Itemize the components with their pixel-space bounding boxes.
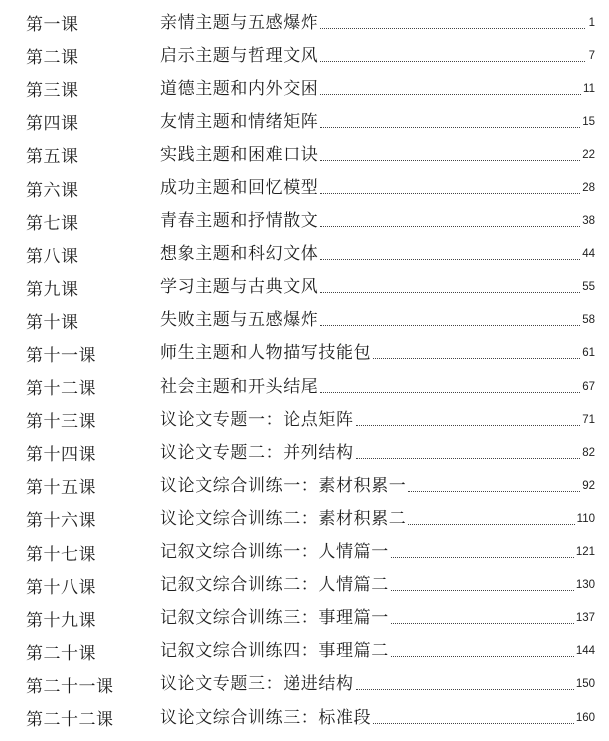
dot-leader — [320, 391, 580, 393]
dot-leader — [408, 523, 574, 525]
page-number: 61 — [582, 347, 595, 360]
toc-line — [160, 210, 595, 232]
page-number: 160 — [575, 711, 595, 724]
toc-line — [160, 243, 595, 265]
lesson-number: 第十四课 — [26, 445, 96, 466]
dot-leader — [356, 424, 581, 426]
lesson-title[interactable]: 启示主题与哲理文风 — [160, 45, 319, 66]
lesson-number: 第十六课 — [26, 511, 96, 532]
toc-line — [160, 607, 595, 629]
toc-line — [160, 442, 595, 464]
page-number: 28 — [582, 182, 595, 195]
dot-leader — [391, 556, 574, 558]
toc-line — [160, 376, 595, 398]
lesson-title[interactable]: 议论文专题二：并列结构 — [160, 442, 354, 463]
lesson-title[interactable]: 社会主题和开头结尾 — [160, 376, 319, 397]
lesson-title[interactable]: 议论文专题一：论点矩阵 — [160, 409, 354, 430]
toc-line — [160, 144, 595, 166]
toc-line — [160, 707, 595, 729]
page-number: 71 — [582, 413, 595, 426]
toc-line — [160, 574, 595, 596]
lesson-title[interactable]: 议论文综合训练二：素材积累二 — [160, 508, 407, 529]
toc-line — [160, 276, 595, 298]
toc-entry[interactable] — [0, 701, 609, 734]
toc-line — [160, 640, 595, 662]
toc-entry[interactable] — [0, 271, 609, 304]
toc-entry[interactable] — [0, 469, 609, 502]
toc-entry[interactable] — [0, 370, 609, 403]
lesson-number: 第四课 — [26, 114, 79, 135]
dot-leader — [356, 688, 574, 690]
page-number: 150 — [575, 678, 595, 691]
dot-leader — [391, 622, 574, 624]
dot-leader — [320, 324, 580, 326]
lesson-number: 第七课 — [26, 213, 79, 234]
page-number: 110 — [576, 512, 595, 525]
toc-line — [160, 78, 595, 100]
lesson-number: 第一课 — [26, 15, 79, 36]
page-number: 58 — [582, 314, 595, 327]
lesson-number: 第十七课 — [26, 544, 96, 565]
toc-entry[interactable] — [0, 39, 609, 72]
toc-entry[interactable] — [0, 105, 609, 138]
dot-leader — [373, 722, 574, 724]
toc-line — [160, 45, 595, 67]
toc-line — [160, 111, 595, 133]
toc-entry[interactable] — [0, 502, 609, 535]
page-number: 1 — [588, 16, 595, 29]
page-number: 121 — [575, 546, 595, 559]
toc-entry[interactable] — [0, 569, 609, 602]
toc-entry[interactable] — [0, 72, 609, 105]
lesson-number: 第二课 — [26, 48, 79, 69]
page-number: 82 — [582, 446, 595, 459]
lesson-number: 第二十二课 — [26, 710, 114, 731]
toc-entry[interactable] — [0, 403, 609, 436]
dot-leader — [320, 159, 580, 161]
page-number: 130 — [575, 579, 595, 592]
dot-leader — [373, 357, 580, 359]
page-number: 144 — [575, 645, 595, 658]
lesson-number: 第六课 — [26, 180, 79, 201]
lesson-title[interactable]: 学习主题与古典文风 — [160, 277, 319, 298]
dot-leader — [320, 291, 580, 293]
lesson-title[interactable]: 亲情主题与五感爆炸 — [160, 12, 319, 33]
lesson-number: 第十课 — [26, 312, 79, 333]
toc-entry[interactable] — [0, 138, 609, 171]
dot-leader — [320, 60, 585, 62]
toc-entry[interactable] — [0, 436, 609, 469]
toc-line — [160, 409, 595, 431]
lesson-title[interactable]: 记叙文综合训练四：事理篇二 — [160, 641, 389, 662]
page-number: 67 — [582, 380, 595, 393]
toc-line — [160, 309, 595, 331]
lesson-number: 第十八课 — [26, 577, 96, 598]
lesson-title[interactable]: 失败主题与五感爆炸 — [160, 310, 319, 331]
lesson-number: 第十二课 — [26, 379, 96, 400]
lesson-title[interactable]: 实践主题和困难口诀 — [160, 144, 319, 165]
lesson-title[interactable]: 道德主题和内外交困 — [160, 78, 319, 99]
lesson-number: 第十九课 — [26, 610, 96, 631]
page-number: 44 — [582, 248, 595, 261]
toc-line — [160, 508, 595, 530]
lesson-number: 第三课 — [26, 81, 79, 102]
dot-leader — [320, 126, 580, 128]
toc-entry[interactable] — [0, 304, 609, 337]
dot-leader — [408, 490, 580, 492]
toc-line — [160, 673, 595, 695]
toc-entry[interactable] — [0, 602, 609, 635]
lesson-number: 第十三课 — [26, 412, 96, 433]
page-number: 15 — [582, 115, 595, 128]
dot-leader — [391, 655, 574, 657]
lesson-number: 第十一课 — [26, 345, 96, 366]
lesson-title[interactable]: 记叙文综合训练二：人情篇二 — [160, 575, 389, 596]
lesson-title[interactable]: 记叙文综合训练一：人情篇一 — [160, 542, 389, 563]
lesson-title[interactable]: 议论文专题三：递进结构 — [160, 674, 354, 695]
toc-entry[interactable] — [0, 205, 609, 238]
dot-leader — [320, 258, 580, 260]
toc-line — [160, 475, 595, 497]
lesson-title[interactable]: 青春主题和抒情散文 — [160, 211, 319, 232]
lesson-title[interactable]: 记叙文综合训练三：事理篇一 — [160, 608, 389, 629]
lesson-title[interactable]: 议论文综合训练三：标准段 — [160, 707, 372, 728]
lesson-number: 第二十一课 — [26, 676, 114, 697]
toc-line — [160, 12, 595, 34]
toc-entry[interactable] — [0, 171, 609, 204]
dot-leader — [320, 27, 585, 29]
toc-line — [160, 177, 595, 199]
lesson-number: 第五课 — [26, 147, 79, 168]
lesson-title[interactable]: 议论文综合训练一：素材积累一 — [160, 475, 407, 496]
page-number: 137 — [575, 612, 595, 625]
page-number: 92 — [582, 479, 595, 492]
lesson-number: 第九课 — [26, 279, 79, 300]
toc-entry[interactable] — [0, 238, 609, 271]
toc-line — [160, 342, 595, 364]
page-number: 7 — [588, 49, 595, 62]
dot-leader — [356, 457, 581, 459]
table-of-contents — [0, 6, 609, 734]
lesson-number: 第八课 — [26, 246, 79, 267]
page-number: 22 — [582, 148, 595, 161]
lesson-title[interactable]: 成功主题和回忆模型 — [160, 178, 319, 199]
toc-entry[interactable] — [0, 6, 609, 39]
lesson-title[interactable]: 想象主题和科幻文体 — [160, 244, 319, 265]
page-number: 11 — [583, 82, 595, 95]
toc-entry[interactable] — [0, 668, 609, 701]
lesson-number: 第二十课 — [26, 643, 96, 664]
dot-leader — [320, 192, 580, 194]
lesson-title[interactable]: 师生主题和人物描写技能包 — [160, 343, 372, 364]
page-number: 55 — [582, 281, 595, 294]
page-number: 38 — [582, 215, 595, 228]
dot-leader — [320, 225, 580, 227]
toc-entry[interactable] — [0, 536, 609, 569]
toc-entry[interactable] — [0, 337, 609, 370]
lesson-title[interactable]: 友情主题和情绪矩阵 — [160, 111, 319, 132]
toc-line — [160, 541, 595, 563]
dot-leader — [320, 93, 581, 95]
dot-leader — [391, 589, 574, 591]
lesson-number: 第十五课 — [26, 478, 96, 499]
toc-entry[interactable] — [0, 635, 609, 668]
